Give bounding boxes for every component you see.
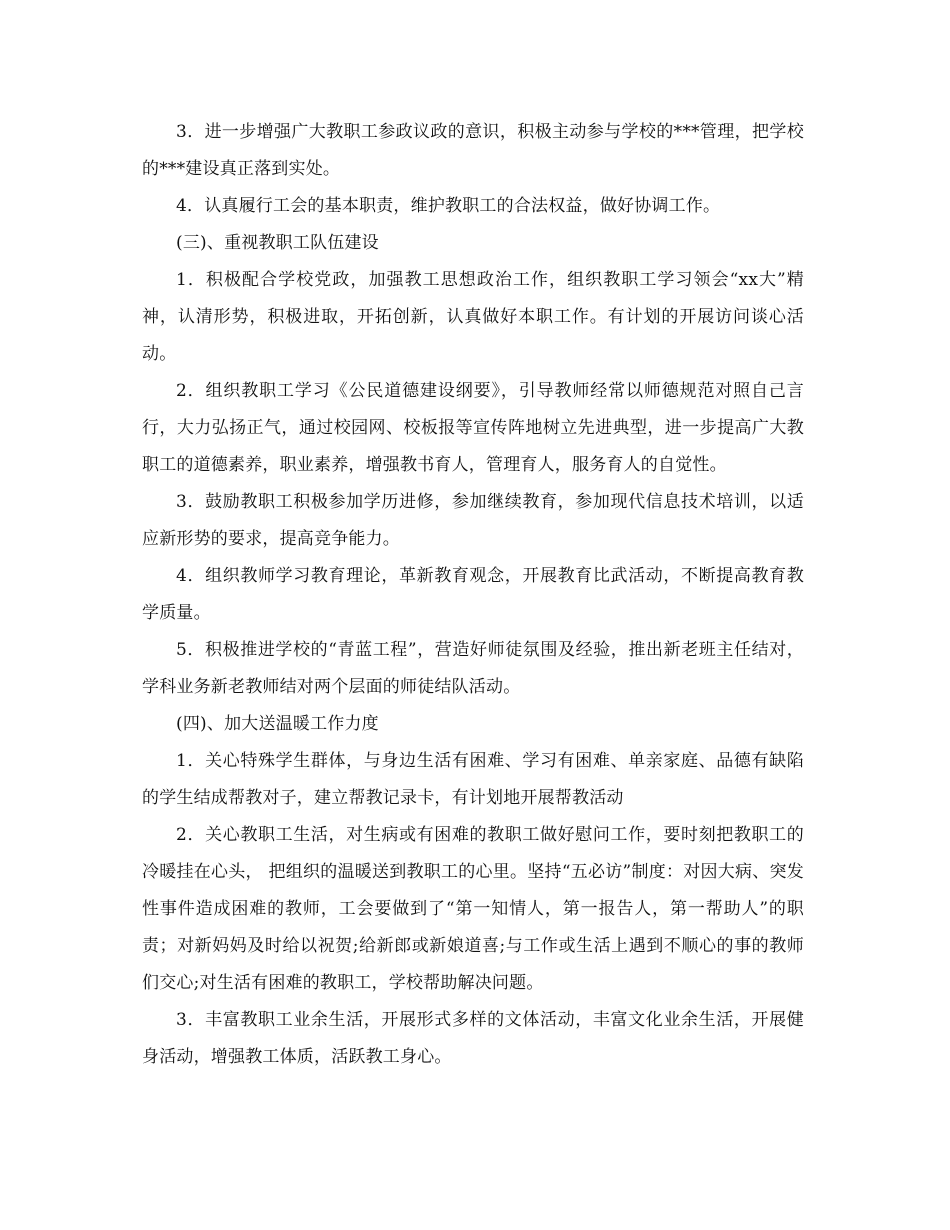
- paragraph-item: 1．积极配合学校党政，加强教工思想政治工作，组织教职工学习领会“xx大”精神，认清形势，积极进取，开拓创新，认真做好本职工作。有计划的开展访问谈心活动。: [142, 270, 804, 364]
- paragraph-item: 3．丰富教职工业余生活，开展形式多样的文体活动，丰富文化业余生活，开展健身活动，增强教工体质，活跃教工身心。: [142, 1010, 804, 1067]
- paragraph-item: 3．进一步增强广大教职工参政议政的意识，积极主动参与学校的***管理，把学校的***建设真正落到实处。: [142, 122, 804, 179]
- paragraph-item: 2．组织教职工学习《公民道德建设纲要》，引导教师经常以师德规范对照自己言行，大力弘扬正气，通过校园网、校板报等宣传阵地树立先进典型，进一步提高广大教职工的道德素养，职业素养，增强教书育人，管理育人，服务育人的自觉性。: [142, 381, 804, 475]
- paragraph-item: 3．鼓励教职工积极参加学历进修，参加继续教育，参加现代信息技术培训，以适应新形势的要求，提高竞争能力。: [142, 492, 804, 549]
- paragraph-item: 2．关心教职工生活，对生病或有困难的教职工做好慰问工作，要时刻把教职工的冷暖挂在心头， 把组织的温暖送到教职工的心里。坚持“五必访”制度：对因大病、突发性事件造成困难的教师，工会要做到了“第一知情人，第一报告人，第一帮助人”的职责；对新妈妈及时给以祝贺;给新郎或新娘道喜;与工作或生活上遇到不顺心的事的教师们交心;对生活有困难的教职工，学校帮助解决问题。: [142, 825, 804, 993]
- document-body: [142, 114, 804, 1076]
- paragraph-item: 4．组织教师学习教育理论，革新教育观念，开展教育比武活动，不断提高教育教学质量。: [142, 566, 804, 623]
- paragraph-item: 4．认真履行工会的基本职责，维护教职工的合法权益，做好协调工作。: [176, 196, 721, 216]
- paragraph-item: 5．积极推进学校的“青蓝工程”，营造好师徒氛围及经验，推出新老班主任结对，学科业务新老教师结对两个层面的师徒结队活动。: [142, 640, 804, 697]
- section-heading: (四)、加大送温暖工作力度: [176, 714, 379, 734]
- paragraph-item: 1．关心特殊学生群体，与身边生活有困难、学习有困难、单亲家庭、品德有缺陷的学生结成帮教对子，建立帮教记录卡，有计划地开展帮教活动: [142, 751, 804, 808]
- section-heading: (三)、重视教职工队伍建设: [176, 233, 379, 253]
